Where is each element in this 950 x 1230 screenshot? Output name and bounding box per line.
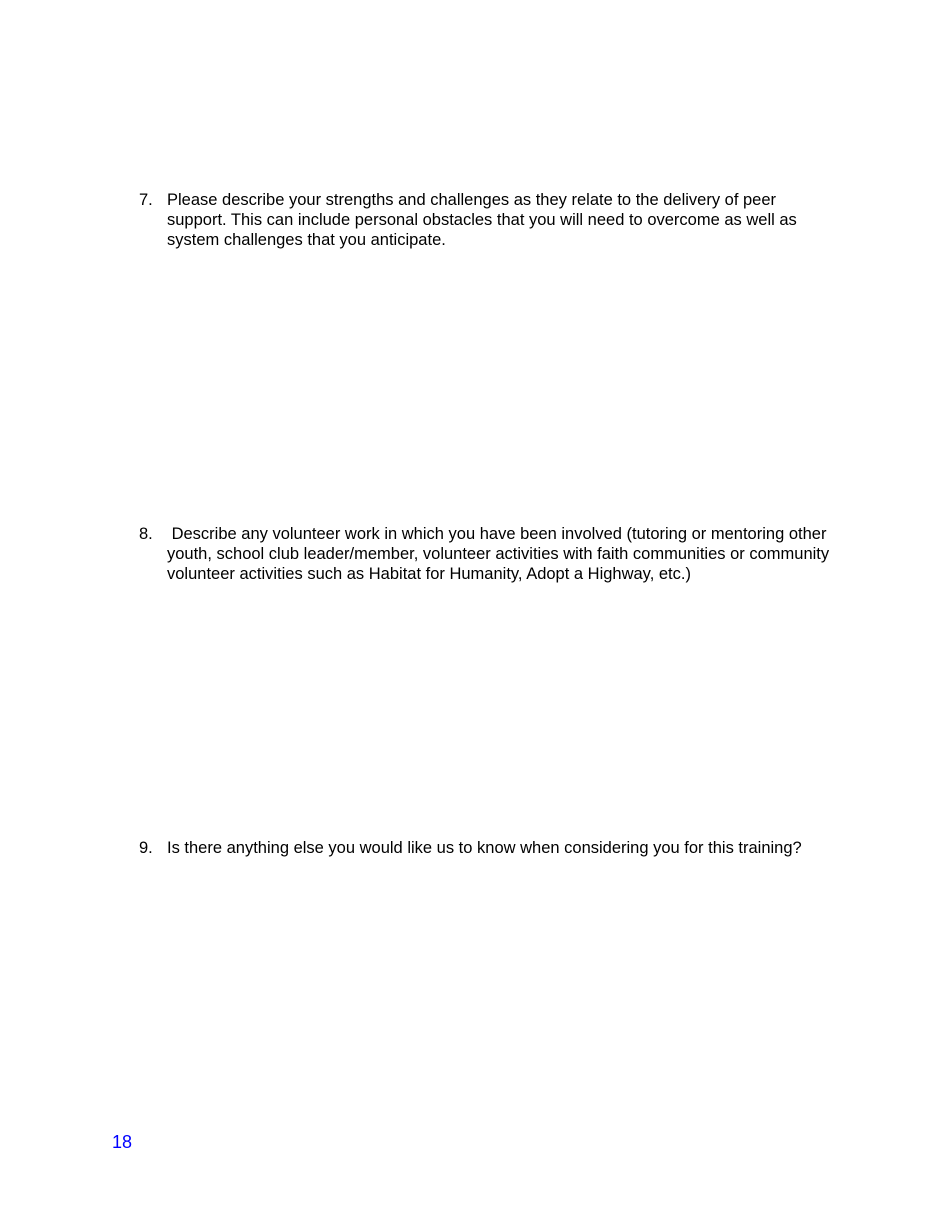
question-number: 8. — [139, 525, 153, 543]
question-text: Describe any volunteer work in which you have been involved (tutoring or mentoring other youth, school club leader/member, volunteer activities with faith communities or community volunteer activities such as Habitat for Humanity, Adopt a Highway, etc.) — [167, 525, 830, 583]
question-7 — [139, 190, 839, 250]
page-number: 18 — [112, 1132, 133, 1152]
question-number: 9. — [139, 839, 153, 857]
question-8 — [139, 524, 839, 584]
question-9 — [139, 838, 859, 858]
question-text: Please describe your strengths and challenges as they relate to the delivery of peer support. This can include personal obstacles that you will need to overcome as well as system challenges that you anticipate. — [167, 191, 797, 249]
question-number: 7. — [139, 191, 153, 209]
question-text: Is there anything else you would like us to know when considering you for this training? — [167, 839, 802, 857]
